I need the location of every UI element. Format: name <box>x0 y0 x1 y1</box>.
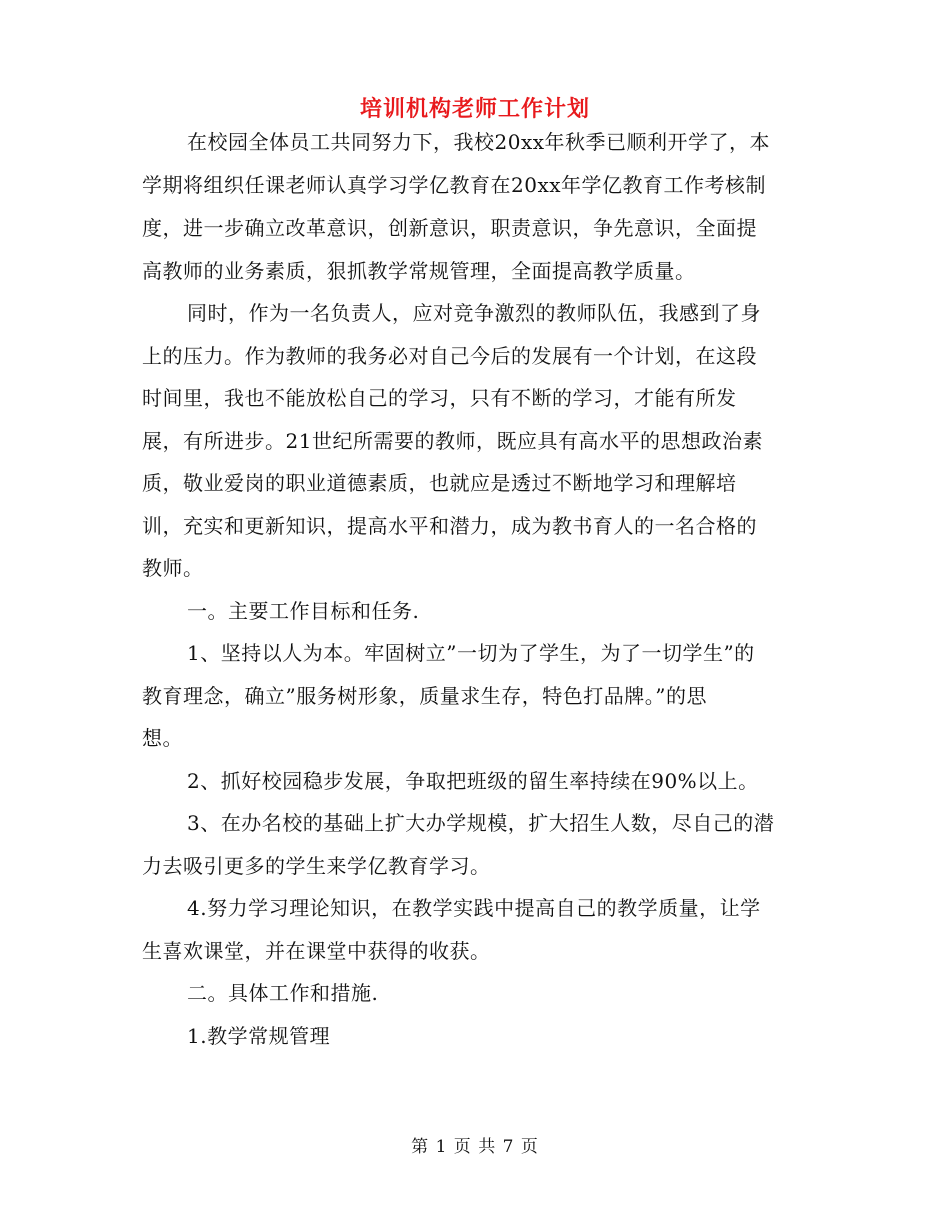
body-line: 度，进一步确立改革意识，创新意识，职责意识，争先意识，全面提 <box>142 216 757 240</box>
body-line: 时间里，我也不能放松自己的学习，只有不断的学习，才能有所发 <box>142 386 737 410</box>
body-line: 学期将组织任课老师认真学习学亿教育在20xx年学亿教育工作考核制 <box>142 173 767 197</box>
subsection-heading: 1.教学常规管理 <box>187 1024 331 1048</box>
body-line: 展，有所进步。21世纪所需要的教师，既应具有高水平的思想政治素 <box>142 429 763 453</box>
body-line: 教师。 <box>142 556 204 580</box>
body-line: 训，充实和更新知识，提高水平和潜力，成为教书育人的一名合格的 <box>142 514 757 538</box>
body-line: 生喜欢课堂，并在课堂中获得的收获。 <box>142 939 491 963</box>
body-line: 在校园全体员工共同努力下，我校20xx年秋季已顺利开学了，本 <box>187 130 771 154</box>
body-line: 上的压力。作为教师的我务必对自己今后的发展有一个计划，在这段 <box>142 344 757 368</box>
page-indicator: 第 1 页 共 7 页 <box>411 1137 539 1157</box>
body-line: 想。 <box>142 726 183 750</box>
body-line: 1、坚持以人为本。牢固树立”一切为了学生，为了一切学生”的 <box>187 641 755 665</box>
body-line: 同时，作为一名负责人，应对竞争激烈的教师队伍，我感到了身 <box>187 301 761 325</box>
body-line: 力去吸引更多的学生来学亿教育学习。 <box>142 854 491 878</box>
body-line: 质，敬业爱岗的职业道德素质，也就应是透过不断地学习和理解培 <box>142 471 737 495</box>
body-line: 教育理念，确立”服务树形象，质量求生存，特色打品牌。”的思 <box>142 684 707 708</box>
document-title: 培训机构老师工作计划 <box>359 96 590 122</box>
body-line: 高教师的业务素质，狠抓教学常规管理，全面提高教学质量。 <box>142 259 696 283</box>
section-heading: 二。具体工作和措施. <box>187 981 379 1005</box>
body-line: 2、抓好校园稳步发展，争取把班级的留生率持续在90%以上。 <box>187 769 759 793</box>
section-heading: 一。主要工作目标和任务. <box>187 599 420 623</box>
body-line: 4.努力学习理论知识，在教学实践中提高自己的教学质量，让学 <box>187 896 761 920</box>
body-line: 3、在办名校的基础上扩大办学规模，扩大招生人数，尽自己的潜 <box>187 811 775 835</box>
